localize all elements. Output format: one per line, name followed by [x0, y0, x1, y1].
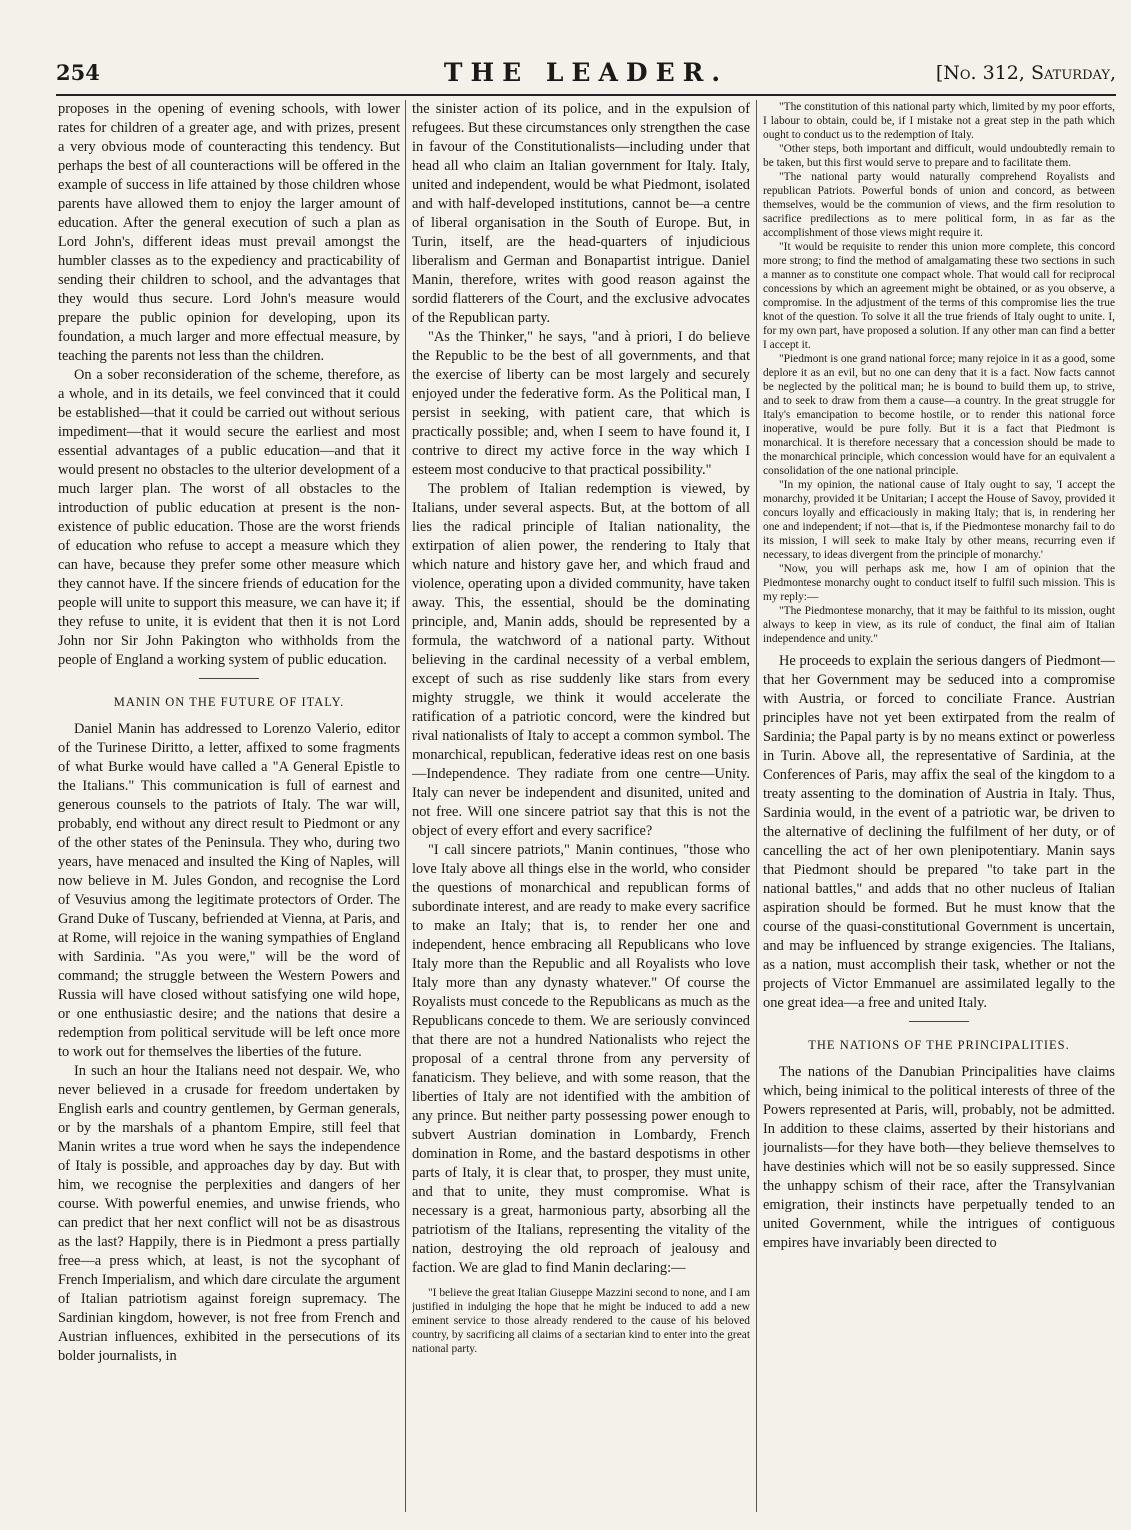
column-right: [763, 100, 1115, 1515]
page-header: [56, 60, 1116, 96]
divider: [909, 1021, 969, 1022]
quote-paragraph: "It would be requisite to render this union more complete, this concord more strong; to find the method of amalgamating these two sections in such a manner as to constitute one compact whole. That would call for reciprocal concessions by which an agreement might be obtained, or as you observe, a compromise. In the adjustment of the terms of this compromise lies the true knot of the question. To solve it all the true friends of Italy ought to unite. I, for my own part, have proposed a solution. If any other man can find a better I accept it.: [763, 241, 1115, 351]
paragraph: "I call sincere patriots," Manin continues, "those who love Italy above all things else in the world, who consider the questions of monarchical and republican forms of subordinate interest, and are ready to make every sacrifice to make an Italy; that is, to render her one and independent, hence embracing all Republicans who love Italy more than the Republic and all Royalists who love Italy more than any dynasty whatever." Of course the Royalists must concede to the Republicans as much as the Republicans concede to them. We are seriously convinced that there are not a hundred Nationalists who reject the proposal of a central throne from any perversity of fanaticism. They believe, and with some reason, that the liberties of Italy are not identified with the ambition of any prince. But neither party possessing power enough to subvert Austrian domination in Lombardy, French domination in Rome, and the bastard despotisms in other parts of Italy, it is clear that, to prosper, they must unite, and that to unite, they must compromise. What is necessary is a great, harmonious party, absorbing all the patriotism of the Italians, representing the vitality of the nation, destroying the old reproach of jealousy and faction. We are glad to find Manin declaring:—: [412, 842, 750, 1276]
column-left: [58, 100, 400, 1515]
quote-paragraph: "The Piedmontese monarchy, that it may be faithful to its mission, ought always to keep in view, as its rule of conduct, the final aim of Italian independence and unity.": [763, 605, 1115, 645]
paragraph: Daniel Manin has addressed to Lorenzo Valerio, editor of the Turinese Diritto, a letter, affixed to some fragments of what Burke would have called a "A General Epistle to the Italians." This communication is full of earnest and generous counsels to the patriots of Italy. The war will, probably, end without any direct result to Piedmont or any of the other states of the Peninsula. They who, during two years, have menaced and insulted the King of Naples, will now believe in M. Jules Gondon, and recognise the Lord of Vesuvius among the legitimate protectors of Order. The Grand Duke of Tuscany, befriended at Vienna, at Paris, and at Rome, will rejoice in the waning sympathies of England with Sardinia. "As you were," will be the word of command; the struggle between the Western Powers and Russia will have closed without satisfying one wild hope, or one enthusiastic desire; and the nations that desire a redemption from political servitude will be left once more to work out for themselves the liberties of the future.: [58, 721, 400, 1060]
paragraph: In such an hour the Italians need not despair. We, who never believed in a crusade for freedom undertaken by English earls and country gentlemen, by German generals, or by the marshals of a phantom Empire, still feel that Manin writes a true word when he says the independence of Italy is possible, and approaches day by day. But with him, we recognise the perplexities and dangers of her course. With powerful enemies, and unwise friends, who can predict that her next conflict will not be as disastrous as the last? Happily, there is in Piedmont a press partially free—a press which, at least, is not the sycophant of French Imperialism, and which dare circulate the argument of Italian patriotism against foreign supremacy. The Sardinian kingdom, however, is not free from French and Austrian influences, exhibited in the persecutions of its bolder journalists, in: [58, 1063, 400, 1364]
section-title-manin: MANIN ON THE FUTURE OF ITALY.: [113, 695, 345, 709]
quote-paragraph: "Other steps, both important and difficult, would undoubtedly remain to be taken, but this first would serve to prepare and to facilitate them.: [763, 143, 1115, 169]
paragraph: The problem of Italian redemption is viewed, by Italians, under several aspects. But, at the bottom of all lies the radical principle of Italian nationality, the extirpation of alien power, the rendering to Italy that which nature and history gave her, and which fraud and violence, operating upon a divided community, have taken away. This, the essential, should be the dominating principle, and, Manin adds, should be represented by a formula, the watchword of a national party. Without believing in the cardinal necessity of a verbal emblem, except of such as rise suddenly like stars from every mighty struggle, we think it would accelerate the ratification of a patriotic concord, were the kindred but rival nationalists of Italy to accept a common symbol. The monarchical, republican, federative ideas rest on one basis—Independence. They radiate from one centre—Unity. Italy can never be independent and disunited, united and not free. Will one sincere patriot say that this is not the object of every effort and every sacrifice?: [412, 481, 750, 839]
section-title-principalities: THE NATIONS OF THE PRINCIPALITIES.: [808, 1038, 1070, 1052]
column-rule-left: [405, 100, 406, 1512]
paragraph: the sinister action of its police, and in the expulsion of refugees. But these circumstances only strengthen the case in favour of the Constitutionalists—including under that head all who claim an Italian government for Italy. Italy, united and independent, would be what Piedmont, isolated and with half-developed institutions, cannot be—a centre of liberal organisation in the South of Europe. But, in Turin, itself, are the head-quarters of injudicious liberalism and German and Bonapartist intrigue. Daniel Manin, therefore, writes with good reason against the sordid flatterers of the Court, and the exclusive advocates of the Republican party.: [412, 101, 750, 326]
paragraph: proposes in the opening of evening schools, with lower rates for children of a greater age, and with prizes, present a very obvious mode of counteracting this tendency. But perhaps the best of all counteractions will be offered in the example of success in life attained by those children whose parents have allowed them to enjoy the larger amount of education. After the general execution of such a plan as Lord John's, different ideas must prevail amongst the humbler classes as to the expediency and practicability of sending their children to school, and the advantages that they would thus secure. Lord John's measure would prepare the public opinion for developing, upon its foundation, a much larger and more effectual measure, by teaching the parents not less than the children.: [58, 101, 400, 364]
column-middle: [412, 100, 750, 1515]
quote-paragraph: "Piedmont is one grand national force; many rejoice in it as a good, some deplore it as an evil, but no one can deny that it is a fact. Now facts cannot be neglected by the political man; he is bound to build them up, to strive, and to seek to draw from them a cause—a country. In the great struggle for Italy's emancipation to become hostile, or to render this national force inoperative, would be pure folly. But it is a fact that Piedmont is monarchical. It is therefore necessary that a concession should be made to the monarchical principle, which concession would have for an equivalent a consolidation of the one national principle.: [763, 353, 1115, 477]
column-rule-right: [756, 100, 757, 1512]
paragraph: On a sober reconsideration of the scheme, therefore, as a whole, and in its details, we feel convinced that it could be established—that it could be carried out without serious impediment—that it would secure the earliest and most essential advantages of a public education—and that it would present no obstacles to the ulterior development of a much larger plan. The worst of all obstacles to the introduction of public education at present is the non-existence of public education. Those are the worst friends of education who refuse to accept a measure which they can have, because they prefer some other measure which they cannot have. If the sincere friends of education for the people will unite to support this measure, we can have it; if they refuse to unite, it is evident that then it is not Lord John nor Sir John Pakington who withholds from the people of England a working system of public education.: [58, 367, 400, 668]
quote-paragraph: "The constitution of this national party which, limited by my poor efforts, I labour to obtain, could be, if I mistake not a great step in the path which ought to conduct us to the redemption of Italy.: [763, 101, 1115, 141]
quote-paragraph: "Now, you will perhaps ask me, how I am of opinion that the Piedmontese monarchy ought to conduct itself to fulfil such mission. This is my reply:—: [763, 563, 1115, 603]
issue-info: [No. 312, Saturday,: [935, 62, 1116, 84]
quote-paragraph: "In my opinion, the national cause of Italy ought to say, 'I accept the monarchy, provided it be Unitarian; I accept the House of Savoy, provided it concurs loyally and efficaciously in making Italy; that is, in rendering her one and independent; if not—that is, if the Piedmontese monarchy fail to do its mission, I will seek to make Italy by other means, recurring even if necessary, to ideas divergent from the principle of monarchy.': [763, 479, 1115, 561]
masthead-title: THE LEADER.: [443, 58, 729, 87]
quote-paragraph: "I believe the great Italian Giuseppe Mazzini second to none, and I am justified in indulging the hope that he might be induced to add a new eminent service to those already rendered to the cause of his beloved country, by sacrificing all claims of a sectarian kind to enter into the great national party.: [412, 1287, 750, 1355]
paragraph: He proceeds to explain the serious dangers of Piedmont—that her Government may be seduced into a compromise with Austria, or forced to conciliate France. Austrian principles have not yet been extirpated from the realm of Sardinia; the Papal party is by no means extinct or powerless in Turin. Above all, the representative of Sardinia, at the Conferences of Paris, may affix the seal of the kingdom to a treaty assenting to the domination of Austria in Italy. Thus, Sardinia would, in the event of a patriotic war, be driven to the alternative of declining the fulfilment of her duty, or of cancelling the act of her own plenipotentiary. Manin says that Piedmont should be prepared "to take part in the national battles," and adds that no other nucleus of Italian aspiration should be formed. But he must know that the course of the quasi-constitutional Government is uncertain, and may be influenced by strange exigencies. The Italians, as a nation, must accomplish their task, whether or not the projects of Victor Emmanuel are assimilated legally to the one great idea—a free and united Italy.: [763, 653, 1115, 1011]
page-number: 254: [56, 60, 100, 85]
paragraph: "As the Thinker," he says, "and à priori, I do believe the Republic to be the best of all governments, and that the exercise of liberty can be most largely and securely enjoyed under the federative form. As the Political man, I persist in seeking, with patient care, that which is practically possible; and, when I seem to have found it, I contrive to direct my active force in the way which I esteem most conducive to that practical possibility.": [412, 329, 750, 478]
paragraph: The nations of the Danubian Principalities have claims which, being inimical to the political interests of three of the Powers represented at Paris, will, probably, not be admitted. In addition to these claims, asserted by their historians and journalists—for they have both—they believe themselves to have destinies which will not be so easily suppressed. Since the unhappy schism of their race, after the Transylvanian emigration, their instincts have perpetually tended to an united Government, while the intrigues of contiguous empires have invariably been directed to: [763, 1064, 1115, 1251]
quote-paragraph: "The national party would naturally comprehend Royalists and republican Patriots. Powerful bonds of union and concord, as between themselves, would be the communion of views, and the firm resolution to sacrifice predilections as to mere political form, in as far as the accomplishment of those views might require it.: [763, 171, 1115, 239]
divider: [199, 678, 259, 679]
